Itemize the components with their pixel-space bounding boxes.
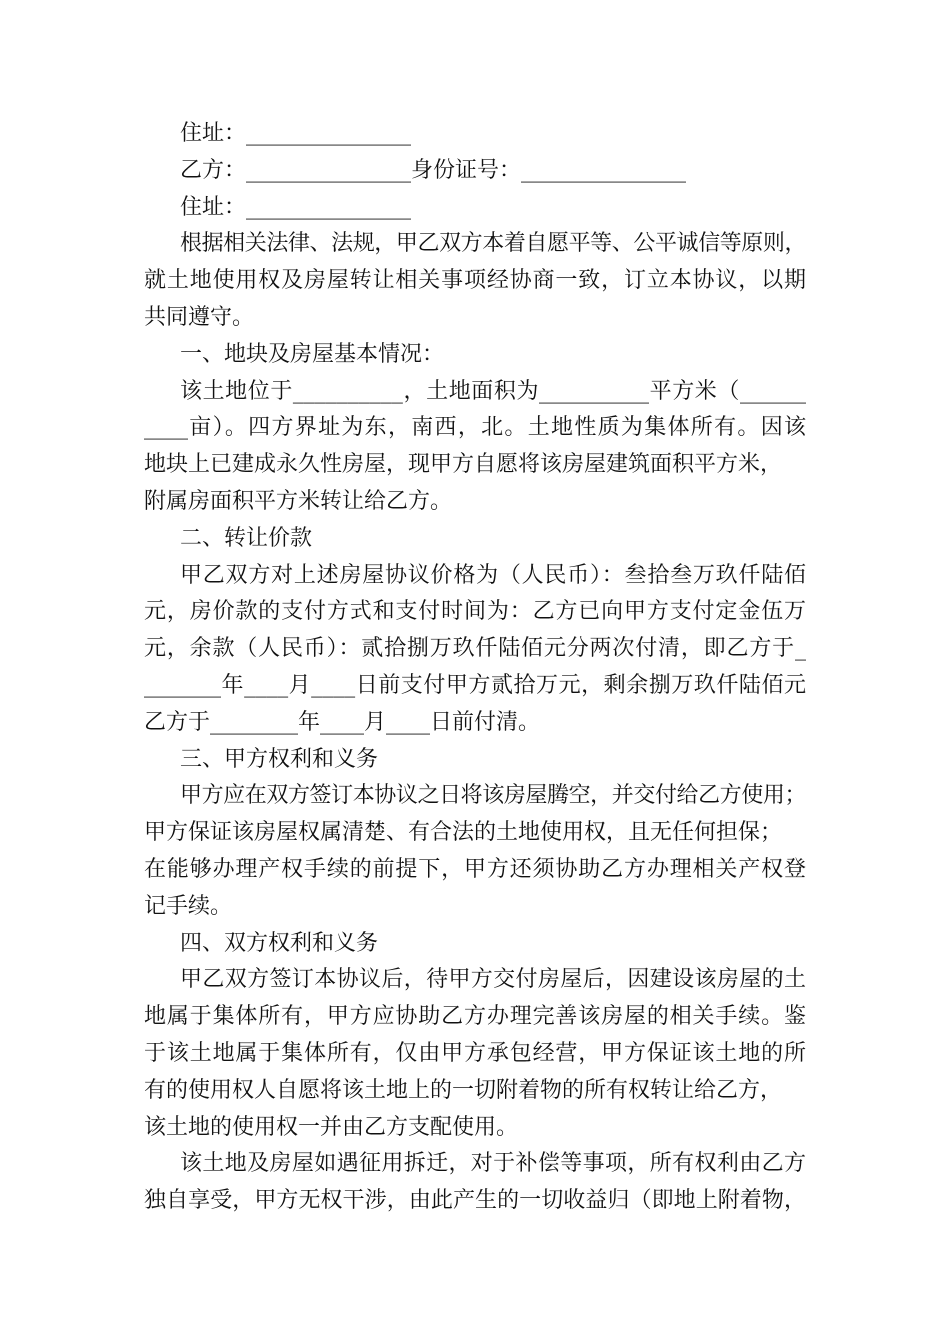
text-line: 甲乙双方签订本协议后，待甲方交付房屋后，因建设该房屋的土 — [180, 967, 806, 993]
text-line: 在能够办理产权手续的前提下，甲方还须协助乙方办理相关产权登 — [144, 856, 806, 882]
text-line: 元，房价款的支付方式和支付时间为：乙方已向甲方支付定金伍万 — [144, 599, 806, 625]
text-line: 附属房面积平方米转让给乙方。 — [144, 488, 453, 514]
text-line: 住址：_______________ — [180, 194, 412, 220]
text-line: 地属于集体所有，甲方应协助乙方办理完善该房屋的相关手续。鉴 — [144, 1004, 806, 1030]
text-line: 该土地及房屋如遇征用拆迁，对于补偿等事项，所有权利由乙方 — [180, 1151, 806, 1177]
text-line: 有的使用权人自愿将该土地上的一切附着物的所有权转让给乙方， — [144, 1077, 783, 1103]
text-line: _______年____月____日前支付甲方贰拾万元，剩余捌万玖仟陆佰元 — [144, 672, 806, 698]
text-line: 根据相关法律、法规，甲乙双方本着自愿平等、公平诚信等原则， — [180, 231, 806, 257]
text-line: 三、甲方权利和义务 — [180, 746, 379, 772]
text-line: 就土地使用权及房屋转让相关事项经协商一致，订立本协议，以期 — [144, 268, 806, 294]
text-line: 甲方保证该房屋权属清楚、有合法的土地使用权，且无任何担保； — [144, 820, 783, 846]
text-line: 二、转让价款 — [180, 525, 313, 551]
text-line: 共同遵守。 — [144, 304, 255, 330]
text-line: 该土地的使用权一并由乙方支配使用。 — [144, 1114, 519, 1140]
text-line: ____亩）。四方界址为东，南西，北。土地性质为集体所有。因该 — [144, 415, 806, 441]
text-line: 四、双方权利和义务 — [180, 930, 379, 956]
text-line: 住址：_______________ — [180, 121, 412, 146]
text-line: 甲乙双方对上述房屋协议价格为（人民币）：叁拾叁万玖仟陆佰 — [180, 562, 806, 588]
text-line: 甲方应在双方签订本协议之日将该房屋腾空，并交付给乙方使用； — [180, 783, 806, 809]
text-line: 乙方：_______________身份证号：_______________ — [180, 157, 687, 183]
text-line: 地块上已建成永久性房屋，现甲方自愿将该房屋建筑面积平方米， — [144, 452, 783, 478]
text-line: 乙方于________年____月____日前付清。 — [144, 709, 541, 735]
text-line: 该土地位于__________，土地面积为__________平方米（______ — [180, 378, 806, 404]
text-line: 记手续。 — [144, 893, 233, 919]
text-line: 独自享受，甲方无权干涉，由此产生的一切收益归（即地上附着物， — [144, 1188, 806, 1214]
text-line: 一、地块及房屋基本情况： — [180, 341, 445, 367]
text-line: 元，余款（人民币）：贰拾捌万玖仟陆佰元分两次付清，即乙方于_ — [144, 636, 806, 662]
document-body — [144, 116, 806, 1220]
text-line: 于该土地属于集体所有，仅由甲方承包经营，甲方保证该土地的所 — [144, 1040, 806, 1066]
